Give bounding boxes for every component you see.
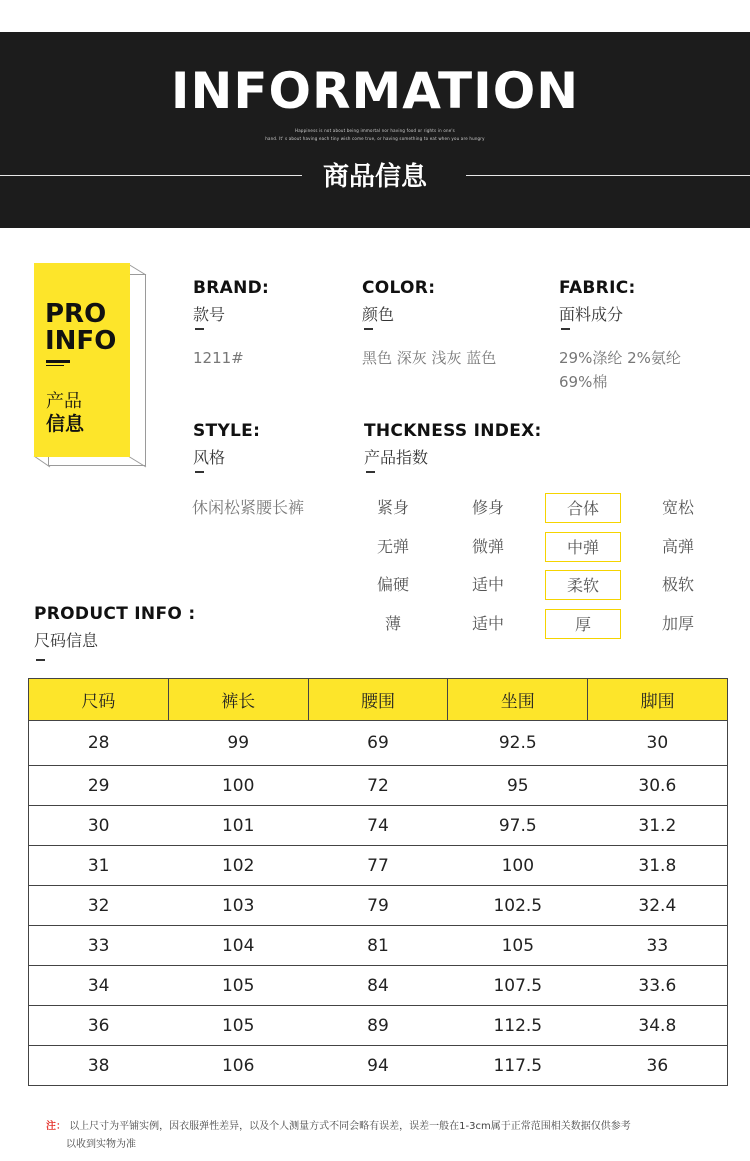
table-cell: 29 <box>29 766 169 806</box>
table-cell: 102 <box>168 846 308 886</box>
stretch-option-none: 无弹 <box>376 537 409 556</box>
table-cell: 105 <box>448 926 588 966</box>
table-cell: 33 <box>588 926 728 966</box>
size-table <box>28 678 728 1086</box>
badge-line-1: PRO <box>45 299 107 329</box>
footnote <box>46 1118 631 1154</box>
table-cell: 105 <box>168 966 308 1006</box>
color-value: 黑色 深灰 浅灰 蓝色 <box>362 349 497 367</box>
table-cell: 117.5 <box>448 1046 588 1086</box>
table-row <box>29 846 728 886</box>
table-cell: 99 <box>168 721 308 766</box>
table-cell: 95 <box>448 766 588 806</box>
table-cell: 30 <box>588 721 728 766</box>
fit-option-loose: 宽松 <box>661 498 694 517</box>
col-header-hip: 坐围 <box>448 679 588 721</box>
color-label: COLOR: <box>362 278 436 298</box>
softness-option-very-soft: 极软 <box>661 575 694 594</box>
col-header-size: 尺码 <box>29 679 169 721</box>
table-cell: 30.6 <box>588 766 728 806</box>
table-cell: 102.5 <box>448 886 588 926</box>
size-table-body <box>29 721 728 1086</box>
stretch-option-slight: 微弹 <box>471 537 504 556</box>
table-cell: 79 <box>308 886 448 926</box>
table-cell: 69 <box>308 721 448 766</box>
table-cell: 74 <box>308 806 448 846</box>
section-subtitle: 商品信息 <box>322 162 427 192</box>
footnote-prefix: 注： <box>46 1121 66 1132</box>
thickness-option-thin: 薄 <box>384 614 401 633</box>
table-cell: 84 <box>308 966 448 1006</box>
brand-label: BRAND: <box>193 278 270 298</box>
color-dash <box>364 328 373 330</box>
table-cell: 106 <box>168 1046 308 1086</box>
table-cell: 112.5 <box>448 1006 588 1046</box>
table-cell: 100 <box>168 766 308 806</box>
table-cell: 103 <box>168 886 308 926</box>
footnote-text: 以上尺寸为平铺实例，因衣服弹性差异，以及个人测量方式不同会略有误差，误差一般在1-3cm属于正常范围相关数据仅供参考 <box>69 1121 631 1132</box>
stretch-option-medium-selected: 中弹 <box>545 532 621 562</box>
brand-cn-label: 款号 <box>193 305 226 324</box>
brand-dash <box>195 328 204 330</box>
table-cell: 36 <box>588 1046 728 1086</box>
table-cell: 32.4 <box>588 886 728 926</box>
product-info-cn-label: 尺码信息 <box>34 631 99 650</box>
table-cell: 31 <box>29 846 169 886</box>
fit-option-regular-selected: 合体 <box>545 493 621 523</box>
thickness-option-moderate: 适中 <box>471 614 504 633</box>
table-row <box>29 766 728 806</box>
table-cell: 38 <box>29 1046 169 1086</box>
style-dash <box>195 471 204 473</box>
stretch-option-high: 高弹 <box>661 537 694 556</box>
table-row <box>29 926 728 966</box>
product-info-label: PRODUCT INFO : <box>34 604 196 624</box>
table-cell: 34.8 <box>588 1006 728 1046</box>
table-cell: 30 <box>29 806 169 846</box>
style-value: 休闲松紧腰长裤 <box>192 498 305 517</box>
thickness-label: THCKNESS INDEX: <box>364 421 542 441</box>
table-cell: 33.6 <box>588 966 728 1006</box>
softness-option-soft-selected: 柔软 <box>545 570 621 600</box>
table-cell: 28 <box>29 721 169 766</box>
badge-yellow-panel <box>34 263 130 457</box>
table-cell: 32 <box>29 886 169 926</box>
thickness-option-thick-selected: 厚 <box>545 609 621 639</box>
thickness-option-extra-thick: 加厚 <box>661 614 694 633</box>
badge-dash-thin <box>46 365 64 366</box>
thickness-cn-label: 产品指数 <box>364 448 429 467</box>
style-cn-label: 风格 <box>193 448 226 467</box>
badge-cn-line-2: 信息 <box>46 413 85 435</box>
table-cell: 92.5 <box>448 721 588 766</box>
footnote-line-1 <box>46 1118 631 1136</box>
table-row <box>29 721 728 766</box>
brand-value: 1211# <box>193 349 244 367</box>
table-cell: 97.5 <box>448 806 588 846</box>
fabric-cn-label: 面料成分 <box>559 305 624 324</box>
fabric-dash <box>561 328 570 330</box>
softness-option-moderate: 适中 <box>471 575 504 594</box>
fit-option-tight: 紧身 <box>376 498 409 517</box>
table-cell: 101 <box>168 806 308 846</box>
badge-line-2: INFO <box>45 326 117 356</box>
col-header-waist: 腰围 <box>308 679 448 721</box>
footnote-line-2: 以收到实物为准 <box>66 1139 136 1150</box>
table-cell: 31.2 <box>588 806 728 846</box>
tagline-line-2: hand. It' s about having each tiny wish come true, or having something to eat when you are hungry <box>265 136 485 141</box>
tagline-line-1: Happiness is not about being immortal nor having food or rights in one's <box>295 128 455 133</box>
information-title: INFORMATION <box>170 62 580 120</box>
table-cell: 105 <box>168 1006 308 1046</box>
col-header-leg-opening: 脚围 <box>588 679 728 721</box>
color-cn-label: 颜色 <box>362 305 395 324</box>
table-cell: 89 <box>308 1006 448 1046</box>
table-cell: 34 <box>29 966 169 1006</box>
softness-option-firm: 偏硬 <box>376 575 409 594</box>
table-row <box>29 806 728 846</box>
table-row <box>29 1046 728 1086</box>
table-cell: 81 <box>308 926 448 966</box>
size-table-header-row <box>29 679 728 721</box>
pro-info-badge <box>32 262 150 482</box>
style-label: STYLE: <box>193 421 261 441</box>
fit-option-slim: 修身 <box>471 498 504 517</box>
table-cell: 107.5 <box>448 966 588 1006</box>
table-cell: 36 <box>29 1006 169 1046</box>
fabric-value-line-2: 69%棉 <box>559 373 608 391</box>
table-cell: 33 <box>29 926 169 966</box>
badge-dash <box>46 360 70 363</box>
table-cell: 77 <box>308 846 448 886</box>
product-info-dash <box>36 659 45 661</box>
table-row <box>29 886 728 926</box>
table-cell: 104 <box>168 926 308 966</box>
table-cell: 72 <box>308 766 448 806</box>
table-cell: 94 <box>308 1046 448 1086</box>
header-banner <box>0 32 750 228</box>
badge-pro-text <box>45 301 116 355</box>
table-row <box>29 966 728 1006</box>
fabric-value-line-1: 29%涤纶 2%氨纶 <box>559 349 681 367</box>
table-cell: 100 <box>448 846 588 886</box>
badge-cn-line-1: 产品 <box>46 391 82 412</box>
table-cell: 31.8 <box>588 846 728 886</box>
thickness-dash <box>366 471 375 473</box>
fabric-label: FABRIC: <box>559 278 636 298</box>
col-header-length: 裤长 <box>168 679 308 721</box>
table-row <box>29 1006 728 1046</box>
